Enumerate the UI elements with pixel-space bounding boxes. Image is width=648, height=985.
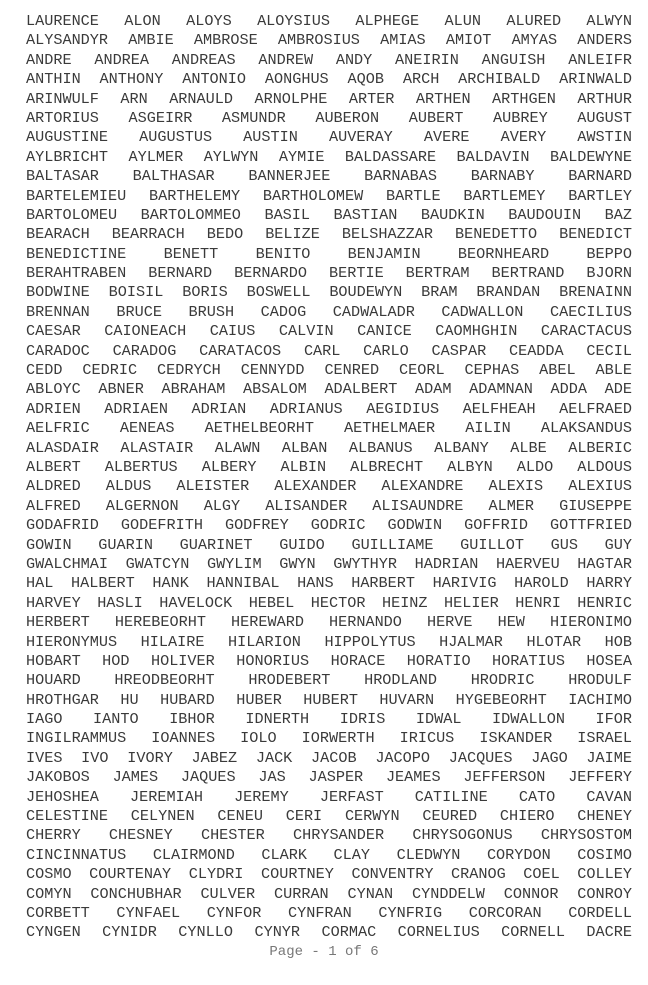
text-line: ALFRED ALGERNON ALGY ALISANDER ALISAUNDRE ALMER GIUSEPPE [26,496,632,515]
text-line: HARVEY HASLI HAVELOCK HEBEL HECTOR HEINZ HELIER HENRI HENRIC [26,593,632,612]
text-line: GODAFRID GODEFRITH GODFREY GODRIC GODWIN GOFFRID GOTTFRIED [26,516,632,535]
text-line: CYNGEN CYNIDR CYNLLO CYNYR CORMAC CORNELIUS CORNELL DACRE [26,923,632,942]
text-line: ARTORIUS ASGEIRR ASMUNDR AUBERON AUBERT AUBREY AUGUST [26,108,632,127]
text-line: ALYSANDYR AMBIE AMBROSE AMBROSIUS AMIAS AMIOT AMYAS ANDERS [26,31,632,50]
text-line: ARINWULF ARN ARNAULD ARNOLPHE ARTER ARTHEN ARTHGEN ARTHUR [26,89,632,108]
text-line: BRENNAN BRUCE BRUSH CADOG CADWALADR CADWALLON CAECILIUS [26,302,632,321]
page-number: Page - 1 of 6 [269,944,379,960]
text-line: ABLOYC ABNER ABRAHAM ABSALOM ADALBERT ADAM ADAMNAN ADDA ADE [26,380,632,399]
text-line: LAURENCE ALON ALOYS ALOYSIUS ALPHEGE ALUN ALURED ALWYN [26,12,632,30]
text-line: CORBETT CYNFAEL CYNFOR CYNFRAN CYNFRIG CORCORAN CORDELL [26,903,632,922]
text-line: IVES IVO IVORY JABEZ JACK JACOB JACOPO JACQUES JAGO JAIME [26,748,632,767]
text-line: CINCINNATUS CLAIRMOND CLARK CLAY CLEDWYN CORYDON COSIMO [26,845,632,864]
text-line: CEDD CEDRIC CEDRYCH CENNYDD CENRED CEORL CEPHAS ABEL ABLE [26,361,632,380]
text-line: HERBERT HEREBEORHT HEREWARD HERNANDO HERVE HEW HIERONIMO [26,613,632,632]
text-line: BEARACH BEARRACH BEDO BELIZE BELSHAZZAR BENEDETTO BENEDICT [26,225,632,244]
text-line: IAGO IANTO IBHOR IDNERTH IDRIS IDWAL IDWALLON IFOR [26,710,632,729]
text-line: HIERONYMUS HILAIRE HILARION HIPPOLYTUS HJALMAR HLOTAR HOB [26,632,632,651]
text-line: BARTOLOMEU BARTOLOMMEO BASIL BASTIAN BAUDKIN BAUDOUIN BAZ [26,205,632,224]
text-line: COMYN CONCHUBHAR CULVER CURRAN CYNAN CYNDDELW CONNOR CONROY [26,884,632,903]
text-line: BARTELEMIEU BARTHELEMY BARTHOLOMEW BARTLE BARTLEMEY BARTLEY [26,186,632,205]
text-line: ALBERT ALBERTUS ALBERY ALBIN ALBRECHT ALBYN ALDO ALDOUS [26,457,632,476]
text-line: BENEDICTINE BENETT BENITO BENJAMIN BEORNHEARD BEPPO [26,244,632,263]
text-line: AYLBRICHT AYLMER AYLWYN AYMIE BALDASSARE BALDAVIN BALDEWYNE [26,147,632,166]
text-line: GOWIN GUARIN GUARINET GUIDO GUILLIAME GUILLOT GUS GUY [26,535,632,554]
text-line: BERAHTRABEN BERNARD BERNARDO BERTIE BERTRAM BERTRAND BJORN [26,264,632,283]
text-line: JEHOSHEA JEREMIAH JEREMY JERFAST CATILINE CATO CAVAN [26,787,632,806]
text-line: BALTASAR BALTHASAR BANNERJEE BARNABAS BARNABY BARNARD [26,167,632,186]
text-line: HROTHGAR HU HUBARD HUBER HUBERT HUVARN HYGEBEORHT IACHIMO [26,690,632,709]
text-line: CARADOC CARADOG CARATACOS CARL CARLO CASPAR CEADDA CECIL [26,341,632,360]
text-line: JAKOBOS JAMES JAQUES JAS JASPER JEAMES JEFFERSON JEFFERY [26,768,632,787]
text-line: HAL HALBERT HANK HANNIBAL HANS HARBERT HARIVIG HAROLD HARRY [26,574,632,593]
text-line: CAESAR CAIONEACH CAIUS CALVIN CANICE CAOMHGHIN CARACTACUS [26,322,632,341]
text-line: GWALCHMAI GWATCYN GWYLIM GWYN GWYTHYR HADRIAN HAERVEU HAGTAR [26,554,632,573]
text-line: ALASDAIR ALASTAIR ALAWN ALBAN ALBANUS ALBANY ALBE ALBERIC [26,438,632,457]
text-line: HOBART HOD HOLIVER HONORIUS HORACE HORATIO HORATIUS HOSEA [26,651,632,670]
text-line: AELFRIC AENEAS AETHELBEORHT AETHELMAER AILIN ALAKSANDUS [26,419,632,438]
text-line: CELESTINE CELYNEN CENEU CERI CERWYN CEURED CHIERO CHENEY [26,807,632,826]
name-list-page [26,12,632,943]
text-line: HOUARD HREODBEORHT HRODEBERT HRODLAND HRODRIC HRODULF [26,671,632,690]
text-line: ANDRE ANDREA ANDREAS ANDREW ANDY ANEIRIN ANGUISH ANLEIFR [26,50,632,69]
text-line: BODWINE BOISIL BORIS BOSWELL BOUDEWYN BRAM BRANDAN BRENAINN [26,283,632,302]
text-line: CHERRY CHESNEY CHESTER CHRYSANDER CHRYSOGONUS CHRYSOSTOM [26,826,632,845]
text-line: AUGUSTINE AUGUSTUS AUSTIN AUVERAY AVERE AVERY AWSTIN [26,128,632,147]
text-line: ALDRED ALDUS ALEISTER ALEXANDER ALEXANDRE ALEXIS ALEXIUS [26,477,632,496]
text-line: COSMO COURTENAY CLYDRI COURTNEY CONVENTRY CRANOG COEL COLLEY [26,865,632,884]
text-line: ANTHIN ANTHONY ANTONIO AONGHUS AQOB ARCH ARCHIBALD ARINWALD [26,70,632,89]
text-line: ADRIEN ADRIAEN ADRIAN ADRIANUS AEGIDIUS AELFHEAH AELFRAED [26,399,632,418]
text-line: INGILRAMMUS IOANNES IOLO IORWERTH IRICUS ISKANDER ISRAEL [26,729,632,748]
